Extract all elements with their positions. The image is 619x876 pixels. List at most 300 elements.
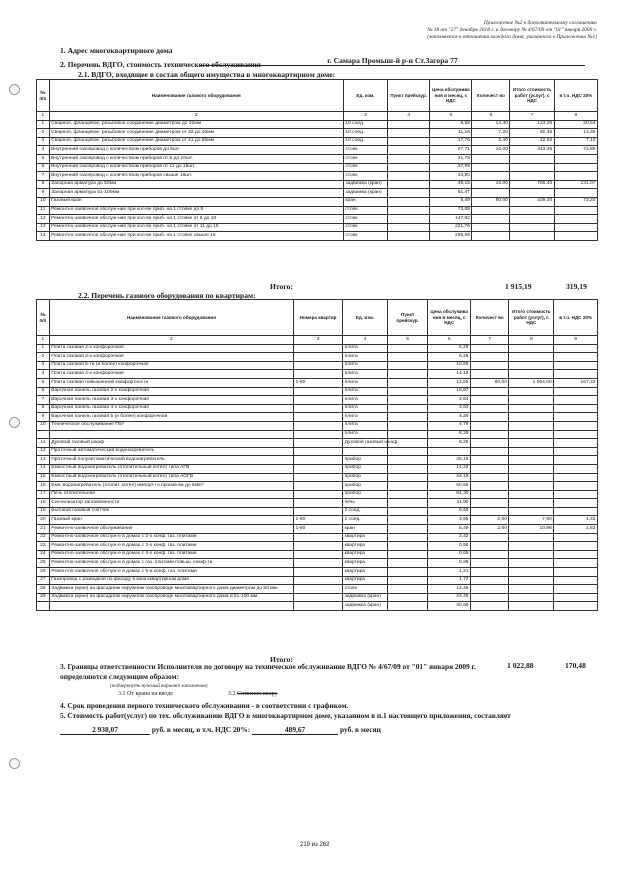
table-row [37,129,598,138]
table-row [37,404,598,413]
table-cell: 10 [37,197,50,206]
table-cell: Газовый кран [49,197,343,206]
table-row [37,180,598,189]
table-cell [388,223,430,232]
table-row [37,550,598,559]
column-number-cell: 7 [471,336,509,345]
table-cell: Варочная панель газовая 4-х конфорочная [49,404,293,413]
table-cell [509,542,554,551]
table-cell [387,533,428,542]
table-cell: плита [343,404,388,413]
table-cell [509,456,554,465]
table-cell: печь [343,499,388,508]
table-row [37,137,598,146]
table-cell: 6 [37,163,50,172]
table-cell [388,232,430,241]
table-cell [471,499,509,508]
table-cell: Задвижка (кран) на фасадном наружном газопроводе многоквартирного дома диаметром до 50 мм. [49,585,293,594]
table-cell: 10 соед. [343,129,387,138]
table-cell [509,550,554,559]
table-cell [509,387,554,396]
table-cell: 19 [37,507,50,516]
table-cell: Ремонтно-заявочное обслуж-ние при кол-ве приб. на 1 стояке от 6 до 10 [49,215,343,224]
table-cell: прибор [343,456,388,465]
table-cell [554,602,598,611]
table-cell: стояк [343,154,387,163]
punch-hole-icon [9,84,20,95]
table-cell: 6,65 [428,507,471,516]
table-cell [471,387,509,396]
table-cell [387,542,428,551]
table-cell [294,559,343,568]
table-cell: прибор [343,490,388,499]
table-cell: Техническое обслуживание ГБУ [49,421,293,430]
table-cell: 295,69 [430,232,472,241]
table-row [37,447,598,456]
table-cell: 7 [37,396,50,405]
table-cell [471,533,509,542]
table-cell: 1-80 [294,378,343,387]
table-cell: Задвижка (кран) на фасадном наружном газопроводе многоквартирного дома d 51-100 мм. [49,593,293,602]
table-row [37,215,598,224]
table-cell [294,602,343,611]
table-cell [388,189,430,198]
table-cell [387,550,428,559]
table-cell: 20,54 [554,120,597,129]
table-cell [554,439,598,448]
column-number-cell: 2 [49,112,343,121]
table-cell: Газовый кран [49,516,293,525]
table-cell: 73,89 [430,206,472,215]
section-3-line1: 3. Границы ответственности Исполнителя по договору на техническое обслуживание ВДГО № 4/67/09 от "01" января 2009 г. [60,662,476,671]
table-cell: Варочная панель газовая 2-х конфорочная [49,387,293,396]
column-number-cell: 1 [37,336,50,345]
table-cell: плита [343,344,388,353]
table-cell: Плита газовая 2-х конфорочная [49,344,293,353]
table-cell [554,353,598,362]
table-2-total-cost: 1 022,88 [507,661,534,670]
table-cell [471,482,509,491]
table-cell: 8,28 [428,430,471,439]
table-cell [49,430,293,439]
table-cell: 1 [37,344,50,353]
table-cell: 11 [37,206,50,215]
table-cell: 22 [37,533,50,542]
table-cell [387,499,428,508]
table-cell [509,421,554,430]
table-cell: стояк [343,215,387,224]
table-row [37,525,598,534]
table-cell: квартира [343,533,388,542]
table-cell [471,568,509,577]
table-cell [387,568,428,577]
table-cell: стояк [343,232,387,241]
table-cell [388,129,430,138]
table-cell [387,361,428,370]
table-cell: 2 соед. [343,507,388,516]
table-cell: 73,89 [554,146,597,155]
table-cell: 14 [37,232,50,241]
column-number-cell: 5 [387,336,428,345]
table-cell [388,163,430,172]
table-cell: 25 [37,559,50,568]
table-cell [388,180,430,189]
table-cell [388,146,430,155]
table-cell: Плита газовая повышенной комфортности [49,378,293,387]
page-number: 219 из 262 [300,842,330,848]
table-cell [387,559,428,568]
table-row [37,344,598,353]
table-cell: 3 [37,137,50,146]
table-cell [554,154,597,163]
table-cell: 0,88 [428,559,471,568]
table-cell [294,430,343,439]
table-cell [509,533,554,542]
table-cell [471,421,509,430]
table-cell: 10 соед. [343,120,387,129]
table-cell [554,550,598,559]
table-cell: 28 [37,585,50,594]
table-2-total-vat: 170,48 [565,661,586,670]
table-cell [554,593,598,602]
table-cell [509,447,554,456]
table-row [37,456,598,465]
table-cell [509,353,554,362]
table-cell: Сварное, фланцевое, резьбовое соединение диаметром от 33 до 40мм [49,129,343,138]
table-row [37,353,598,362]
table-cell: кран [343,197,387,206]
table-cell: задвижка (кран) [343,593,388,602]
table-cell [554,559,598,568]
table-cell: Духовой газовый шкаф [343,439,388,448]
table-cell [509,344,554,353]
table-cell [472,163,510,172]
table-cell: 11,16 [430,129,472,138]
table-cell [471,413,509,422]
table-cell [471,559,509,568]
table-cell [554,232,597,241]
table-cell [554,163,597,172]
table-cell [388,206,430,215]
table-cell [509,413,554,422]
table-row [37,146,598,155]
table-cell [554,490,598,499]
table-cell: 1,21 [428,568,471,577]
table-cell: 24,18 [428,473,471,482]
table-cell: 8,28 [428,353,471,362]
table-row [37,197,598,206]
table-cell: 12,46 [428,585,471,594]
table-cell [294,387,343,396]
table-cell: 49,15 [430,180,472,189]
table-cell: стояк [343,172,387,181]
table-cell [294,585,343,594]
table-cell: 5,49 [428,525,471,534]
column-number-cell: 3 [343,112,387,121]
column-number-cell: 8 [509,336,554,345]
table-row [37,120,598,129]
table-cell [387,396,428,405]
table-cell [554,404,598,413]
table-cell [510,172,554,181]
table-cell [294,370,343,379]
table-cell: 29 [37,593,50,602]
table-cell: прибор [343,482,388,491]
table-cell [343,447,388,456]
table-cell: 80,35 [510,129,554,138]
monthly-vat: 489,67 [252,725,338,735]
table-cell [510,215,554,224]
table-row [37,430,598,439]
table-cell: стояк [343,163,387,172]
table-cell [37,602,50,611]
table-cell: прибор [343,473,388,482]
table-cell [509,439,554,448]
table-cell: Плита газовая 4-х конфорочная [49,370,293,379]
table-1-total-cost: 1 915,19 [505,282,532,291]
table-cell [509,473,554,482]
table-cell [294,490,343,499]
table-cell [471,404,509,413]
table-cell [509,585,554,594]
table-cell [294,533,343,542]
table-row [37,533,598,542]
table-cell [471,361,509,370]
table-cell [471,456,509,465]
table-cell: Внутренний газопровод с количеством приборов от 6 до 10шт. [49,154,343,163]
table-cell: 439,20 [510,197,554,206]
table-cell: квартира [343,542,388,551]
table-cell [509,464,554,473]
table-cell: 11 [37,439,50,448]
table-cell: Варочная панель газовая 3-х конфорочная [49,396,293,405]
table-cell [294,353,343,362]
table-cell [554,189,597,198]
table-cell [294,482,343,491]
table-cell: Сварное, фланцевое, резьбовое соединение диаметром от 41 до 50мм [49,137,343,146]
table-cell [472,172,510,181]
table-cell [471,490,509,499]
table-cell: Емкостный водонагреватель (отопительный котёл) типа АГВ [49,464,293,473]
table-cell [472,223,510,232]
table-cell: 18 [37,499,50,508]
table-row [37,602,598,611]
table-cell: 13,39 [554,129,597,138]
table-cell: 20 [37,516,50,525]
table-cell: 5 [37,378,50,387]
table-cell: 15 [37,473,50,482]
column-number-cell: 7 [510,112,554,121]
equipment-table-2: № п/п Наименование газового оборудования Номера квартир Ед. изм. Пункт прейскур. Цена обслужива ния в месяц, с НДС Количест во Итого стоимость работ (услуг), с НДС в т.ч. НДС 20% 1 2 3 4 5 6 7 8 9 1 Плита газовая 2-х конфорочная плита 6,29 2 Плита газовая 3-х конфорочная плита 8,28 3 Плита газовая 5-ти (и более) конфорочная плита 10,65 4 Плита газовая 4-х конфорочная плита 14,18 5 Плита газовая повышенной комфортности 1-80 плита 12,55 80,00 1 004,00 167,33 6 Варочная панель газовая 2-х конфорочная плита 16,97 7 Варочная панель газовая 3-х конфорочная плита 2,84 8 Варочная панель газовая 4-х конфорочная плита 3,63 9 Варочная панель газовая 5 (и более) конфорочная плита 4,28 10 Техническое обслуживание ГБУ плита 4,79 плита 8,28 11 Духовой газовый шкаф Духовой газовый шкаф 8,28 12 Проточный автоматический водонагреватель 13 Проточный полуавтоматический водонагреватель прибор 25,16 14 Емкостный водонагреватель (отопительный котёл) типа АГВ прибор 14,32 15 Емкостный водонагреватель (отопительный котёл) типа АОГВ прибор 24,18 16 Емк. водонагреватель (отопит. котёл) импорт-го произв-ва до 6кВт* прибор 50,55 17 Печь отопительная прибор 84,30 18 Сигнализатор загазованности печь 11,90 19 Бытовой газовый счетчик 2 соед. 6,65 20 Газовый кран 1-80 2 соед. 3,95 2,00 7,90 1,32 21 Ремонтно-заявочное обслуживание 1-80 кран 5,49 2,00 10,98 1,83 22 Ремонтно-заявочное обслуж-е в домах с 2-х конф. газ. плитами квартира 2,42 23 Ремонтно-заявочное обслуж-е в домах с 3-х конф. газ. плитами квартира 0,56 24 Ремонтно-заявочное обслуж-е в домах с 4-х конф. газ. плитами квартира 0,65 25 Ремонтно-заявочное обслуж-е в домах с газ. плитами повыш. комф-ти квартира 0,88 26 Ремонтно-заявочное обслуж-е в домах с 5-и конф. газ. плитами квартира 1,21 27 Газопровод с разводкой по фасаду в многоквартирном доме квартира 1,72 28 Задвижка (кран) на фасадном наружном газопроводе многоквартирного дома диаметром до 50 мм. стояк 12,46 29 Задвижка (кран) на фасадном наружном газопроводе многоквартирного дома d 51-100 мм. задвижка (кран) 24,46 задвижка (кран) 30,69 [36,299,598,611]
table-cell: 5 [37,154,50,163]
table-cell [471,585,509,594]
table-cell: 8,28 [428,439,471,448]
table-cell [387,593,428,602]
table-cell: кран [343,525,388,534]
table-cell: 6 [37,387,50,396]
table-cell: Внутренний газопровод с количеством приборов свыше 16шт. [49,172,343,181]
table-cell: Сварное, фланцевое, резьбовое соединение диаметром до 32мм [49,120,343,129]
table-cell [509,507,554,516]
table-cell [554,172,597,181]
table-row [37,593,598,602]
table-cell: 2 [37,129,50,138]
table-cell [388,137,430,146]
table-cell [294,499,343,508]
table-cell: 50,55 [428,482,471,491]
table-cell: Плита газовая 5-ти (и более) конфорочная [49,361,293,370]
table-cell [554,464,598,473]
table-cell: 7,20 [472,129,510,138]
table-cell: 2,40 [472,137,510,146]
table-cell [471,473,509,482]
table-row [37,421,598,430]
table-cell [509,559,554,568]
table-cell: 443,36 [510,146,554,155]
table-cell: Запорная арматура 51-100мм [49,189,343,198]
table-cell: 1 004,00 [509,378,554,387]
table-cell: 3 [37,361,50,370]
table-cell [554,430,598,439]
table-cell: плита [343,396,388,405]
table-cell: 61,47 [430,189,472,198]
table-cell: плита [343,387,388,396]
table-cell [554,533,598,542]
table-cell: 25,16 [428,456,471,465]
table-1-total-vat: 319,19 [566,282,587,291]
table-cell: 9 [37,189,50,198]
table-cell: 7,90 [509,516,554,525]
table-cell [388,172,430,181]
table-cell [509,490,554,499]
table-cell [554,447,598,456]
table-cell: задвижка (кран) [343,180,387,189]
table-row [37,232,598,241]
column-number-cell: 9 [554,336,598,345]
table-cell: 0,65 [428,550,471,559]
table-row [37,413,598,422]
table-cell: 31,76 [430,154,472,163]
table-row [37,163,598,172]
table-cell [387,413,428,422]
table-cell [554,499,598,508]
table-cell [471,447,509,456]
column-number-cell: 3 [294,336,343,345]
table-cell [387,378,428,387]
table-cell: 0,56 [428,542,471,551]
table-cell: Ремонтно-заявочное обслуж-ние при кол-ве приб. на 1 стояке от 11 до 15 [49,223,343,232]
table-cell: Внутренний газопровод с количеством приборов до 5шт. [49,146,343,155]
table-row [37,439,598,448]
column-number-cell: 4 [343,336,388,345]
column-number-cell: 6 [428,336,471,345]
table-row [37,396,598,405]
section-2-1-title: 2.1. ВДГО, входящее в состав общего имущества в многоквартирном доме: [78,70,336,79]
column-number-cell: 6 [472,112,510,121]
table-cell [387,516,428,525]
table-cell: 8 [37,404,50,413]
table-cell: 131,07 [554,180,597,189]
table-cell: 1,83 [554,525,598,534]
table-cell: 5,49 [430,197,472,206]
table-cell: 1,32 [554,516,598,525]
table-1-total-label: Итого: [270,282,293,291]
table-cell: 30,69 [428,602,471,611]
column-number-cell: 5 [430,112,472,121]
table-cell [471,542,509,551]
table-cell [554,421,598,430]
table-cell [509,499,554,508]
table-cell [472,189,510,198]
table-cell: 4,28 [428,413,471,422]
table-cell [509,568,554,577]
table-cell: 8 [37,180,50,189]
table-cell [294,593,343,602]
table-cell [294,542,343,551]
table-cell: 12 [37,447,50,456]
table-cell [294,421,343,430]
table-cell: плита [343,361,388,370]
table-cell: плита [343,370,388,379]
table-cell [554,507,598,516]
table-cell [471,593,509,602]
table-cell [388,120,430,129]
table-row [37,507,598,516]
table-cell: 23 [37,542,50,551]
table-cell [554,215,597,224]
table-cell [471,550,509,559]
table-cell [554,396,598,405]
table-cell: 37,99 [430,163,472,172]
table-cell [509,482,554,491]
table-cell [49,602,293,611]
table-cell: 2,42 [428,533,471,542]
table-cell: квартира [343,550,388,559]
table-cell: 84,30 [428,490,471,499]
table-cell [510,189,554,198]
table-row [37,559,598,568]
table-cell [471,507,509,516]
table-cell [387,507,428,516]
table-cell: 147,82 [430,215,472,224]
table-cell: Ремонтно-заявочное обслуж-е в домах с газ. плитами повыш. комф-ти [49,559,293,568]
table-cell: 3,63 [428,404,471,413]
table-cell: Емкостный водонагреватель (отопительный котёл) типа АОГВ [49,473,293,482]
table-cell [294,550,343,559]
table-row [37,542,598,551]
table-row [37,154,598,163]
table-row [37,490,598,499]
table-cell [387,353,428,362]
appendix-header: Приложение №2 к дополнительному соглашению № 18 от "27" декабря 2018 г. к договору № 4/67/09 от "01" января 2009 г. (заполняется в отношении каждого дома, указанного в Приложении №1) [427,20,597,40]
table-cell [472,154,510,163]
table-cell [509,396,554,405]
table-row [37,189,598,198]
table-cell: 42,62 [510,137,554,146]
table-cell: 1 [37,120,50,129]
table-row [37,499,598,508]
table-cell: 2,00 [471,525,509,534]
table-row [37,568,598,577]
table-cell [294,413,343,422]
table-cell: 2 [37,353,50,362]
table-cell [37,430,50,439]
table-cell [387,525,428,534]
table-cell [554,482,598,491]
table-cell: Бытовой газовый счетчик [49,507,293,516]
table-cell [554,413,598,422]
column-number-cell: 2 [49,336,293,345]
